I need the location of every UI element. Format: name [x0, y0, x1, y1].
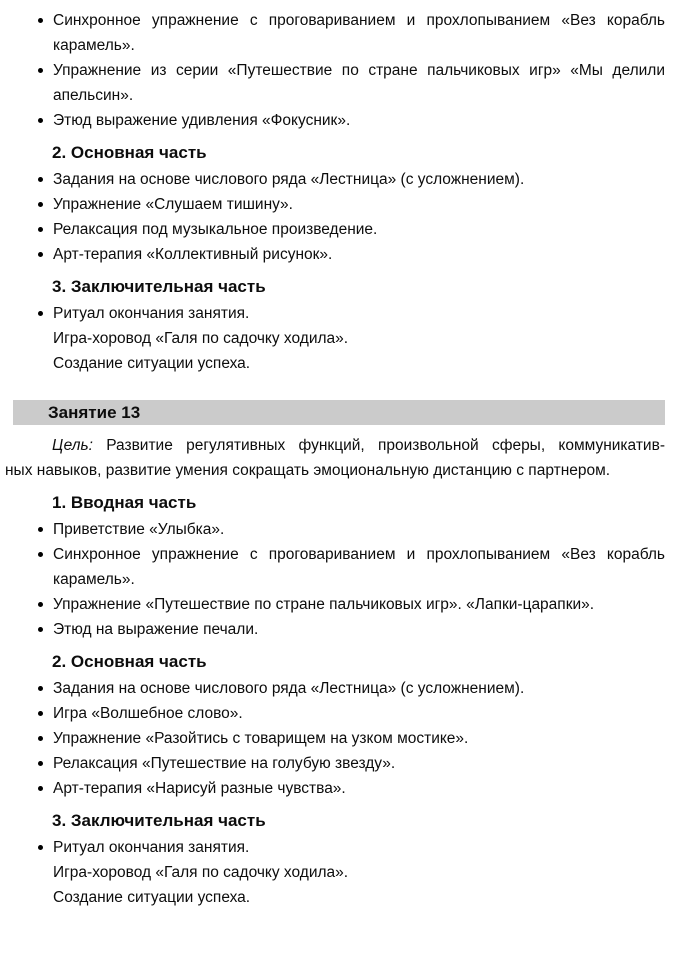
list-item	[5, 242, 665, 267]
list-item	[5, 701, 665, 726]
list-item-line: Этюд выражение удивления «Фокусник».	[53, 112, 351, 129]
list-item-line: карамель».	[53, 37, 135, 54]
list-item-line: Создание ситуации успеха.	[53, 355, 251, 372]
list-item	[5, 517, 665, 542]
bullet-icon	[38, 118, 43, 123]
bullet-icon	[38, 711, 43, 716]
goal-line-2: ных навыков, развитие умения сокращать эмоциональную дистанцию с партнером.	[5, 462, 611, 479]
bullet-icon	[38, 761, 43, 766]
lesson-13-banner: Занятие 13	[13, 400, 665, 425]
lesson-12-section	[5, 8, 665, 376]
list-item-line: Создание ситуации успеха.	[53, 889, 251, 906]
list-item-line: Синхронное упражнение с проговариванием и прохлопыванием «Вез корабль	[53, 546, 665, 563]
bullet-icon	[38, 736, 43, 741]
bullet-icon	[38, 68, 43, 73]
bullet-icon	[38, 202, 43, 207]
list-item-line: Упражнение «Разойтись с товарищем на узком мостике».	[53, 730, 469, 747]
list-item-line: карамель».	[53, 571, 135, 588]
lesson-13-section	[5, 433, 665, 910]
list-item-line: Упражнение из серии «Путешествие по стране пальчиковых игр» «Мы делили	[53, 62, 665, 79]
list-item-line: Задания на основе числового ряда «Лестница» (с усложнением).	[53, 171, 525, 188]
list-item-line: Синхронное упражнение с проговариванием и прохлопыванием «Вез корабль	[53, 12, 665, 29]
list-item	[5, 676, 665, 701]
list-item	[5, 192, 665, 217]
list-item	[5, 776, 665, 801]
list-item	[5, 108, 665, 133]
bullet-icon	[38, 627, 43, 632]
list-item	[5, 751, 665, 776]
goal-paragraph	[5, 433, 665, 483]
list-item-line: Релаксация под музыкальное произведение.	[53, 221, 378, 238]
bullet-icon	[38, 845, 43, 850]
bullet-icon	[38, 602, 43, 607]
list-item	[5, 835, 665, 910]
bullet-icon	[38, 527, 43, 532]
bullet-icon	[38, 227, 43, 232]
list-item-line: Арт-терапия «Нарисуй разные чувства».	[53, 780, 346, 797]
list-item-line: Ритуал окончания занятия.	[53, 839, 250, 856]
list-item-line: Релаксация «Путешествие на голубую звезду».	[53, 755, 396, 772]
bullet-icon	[38, 552, 43, 557]
bullet-icon	[38, 686, 43, 691]
list-item	[5, 217, 665, 242]
section-heading-main: 2. Основная часть	[52, 143, 207, 162]
goal-text: Развитие регулятивных функций, произвольной сферы, коммуникатив-	[106, 437, 665, 454]
list-item	[5, 8, 665, 58]
list-item-line: Этюд на выражение печали.	[53, 621, 259, 638]
goal-line-1	[5, 433, 665, 458]
section-heading-final: 3. Заключительная часть	[52, 811, 266, 830]
list-item	[5, 726, 665, 751]
list-item-line: Упражнение «Путешествие по стране пальчиковых игр». «Лапки-царапки».	[53, 596, 595, 613]
bullet-icon	[38, 252, 43, 257]
section-heading-final: 3. Заключительная часть	[52, 277, 266, 296]
list-item-line: Ритуал окончания занятия.	[53, 305, 250, 322]
list-item-line: Игра-хоровод «Галя по садочку ходила».	[53, 330, 349, 347]
list-item-line: Игра-хоровод «Галя по садочку ходила».	[53, 864, 349, 881]
list-item-line: Упражнение «Слушаем тишину».	[53, 196, 293, 213]
list-item	[5, 542, 665, 592]
list-item	[5, 617, 665, 642]
list-item-line: Игра «Волшебное слово».	[53, 705, 243, 722]
bullet-icon	[38, 311, 43, 316]
list-item-line: Приветствие «Улыбка».	[53, 521, 225, 538]
list-item-line: Задания на основе числового ряда «Лестница» (с усложнением).	[53, 680, 525, 697]
section-heading-intro: 1. Вводная часть	[52, 493, 197, 512]
list-item	[5, 301, 665, 376]
list-item	[5, 58, 665, 108]
list-item	[5, 592, 665, 617]
bullet-icon	[38, 177, 43, 182]
section-heading-main: 2. Основная часть	[52, 652, 207, 671]
list-item	[5, 167, 665, 192]
goal-label: Цель:	[52, 437, 93, 454]
bullet-icon	[38, 786, 43, 791]
list-item-line: апельсин».	[53, 87, 134, 104]
list-item-line: Арт-терапия «Коллективный рисунок».	[53, 246, 333, 263]
bullet-icon	[38, 18, 43, 23]
